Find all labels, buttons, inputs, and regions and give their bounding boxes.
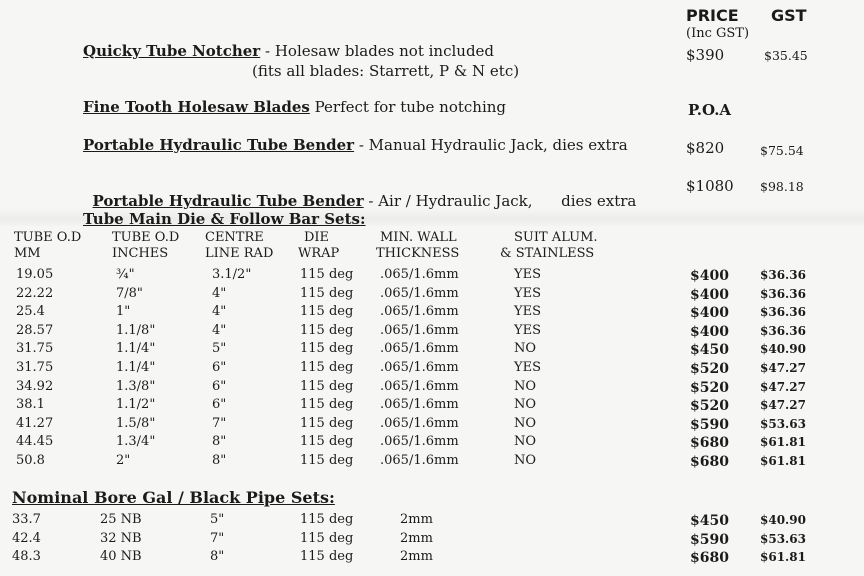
table-cell: 6" — [212, 378, 227, 394]
table-cell: 2" — [116, 453, 131, 468]
table-cell: 7" — [212, 415, 227, 431]
table-cell: 34.92 — [16, 378, 54, 394]
table-cell: 19.05 — [16, 267, 54, 282]
table-cell: 42.4 — [12, 530, 41, 546]
table-cell: 48.3 — [12, 549, 41, 564]
product-price: $820 — [686, 139, 725, 157]
table-cell: 1.1/2" — [116, 397, 156, 413]
row-price: $520 — [690, 361, 729, 377]
table-cell: 4" — [212, 285, 227, 301]
table-cell: .065/1.6mm — [380, 267, 459, 282]
row-gst: $36.36 — [760, 286, 806, 301]
product-hydraulic-bender-manual: Portable Hydraulic Tube Bender - Manual Hydraulic Jack, dies extra — [83, 136, 628, 154]
product-desc: Air / Hydraulic Jack, dies extra — [378, 192, 637, 210]
pipe-sets-title: Nominal Bore Gal / Black Pipe Sets: — [12, 488, 335, 507]
table-cell: NO — [514, 341, 537, 357]
table-cell: YES — [514, 304, 541, 320]
row-gst: $61.81 — [760, 435, 806, 450]
table-cell: 1.1/4" — [116, 341, 156, 357]
row-price: $450 — [690, 342, 729, 359]
table-cell: NO — [514, 397, 537, 413]
col-header-suit-alum: SUIT ALUM. & STAINLESS — [500, 230, 598, 261]
table-cell: YES — [514, 267, 541, 282]
row-price: $680 — [690, 550, 729, 566]
table-cell: 115 deg — [300, 453, 354, 468]
die-sets-title: Tube Main Die & Follow Bar Sets: — [83, 210, 366, 228]
row-price: $400 — [690, 323, 729, 340]
table-cell: 50.8 — [16, 453, 45, 468]
gst-header: GST — [771, 6, 807, 25]
table-cell: 4" — [212, 322, 227, 338]
row-gst: $40.90 — [760, 342, 806, 357]
table-cell: 22.22 — [16, 285, 54, 301]
table-cell: YES — [514, 285, 541, 301]
row-gst: $61.81 — [760, 454, 806, 468]
table-cell: .065/1.6mm — [380, 322, 459, 338]
product-desc: Perfect for tube notching — [314, 98, 506, 116]
product-quicky-tube-notcher: Quicky Tube Notcher - Holesaw blades not included — [83, 42, 495, 60]
product-gst: $98.18 — [760, 179, 804, 194]
table-cell: 115 deg — [300, 322, 354, 338]
table-cell: 115 deg — [300, 285, 354, 301]
table-cell: .065/1.6mm — [380, 341, 459, 357]
table-cell: .065/1.6mm — [380, 434, 459, 450]
row-price: $400 — [690, 305, 729, 322]
table-cell: 7/8" — [116, 285, 143, 301]
table-cell: 25 NB — [100, 512, 142, 527]
row-price: $520 — [690, 398, 729, 415]
product-name: Quicky Tube Notcher — [83, 42, 261, 60]
table-cell: 8" — [210, 549, 225, 564]
row-gst: $47.27 — [760, 379, 806, 394]
product-desc-secondary: (fits all blades: Starrett, P & N etc) — [252, 62, 520, 80]
table-cell: .065/1.6mm — [380, 285, 459, 301]
row-gst: $40.90 — [760, 513, 806, 527]
product-name: Portable Hydraulic Tube Bender — [92, 192, 364, 210]
table-cell: .065/1.6mm — [380, 360, 459, 375]
product-desc: Manual Hydraulic Jack, dies extra — [368, 136, 628, 154]
table-cell: 115 deg — [300, 415, 354, 431]
table-cell: 115 deg — [300, 267, 354, 282]
col-header-min-wall: MIN. WALL THICKNESS — [376, 230, 460, 261]
row-gst: $53.63 — [760, 416, 806, 431]
table-cell: 3.1/2" — [212, 267, 252, 282]
row-price: $590 — [690, 531, 729, 548]
table-cell: 115 deg — [300, 434, 354, 450]
row-gst: $36.36 — [760, 323, 806, 338]
table-cell: .065/1.6mm — [380, 415, 459, 431]
table-cell: 28.57 — [16, 322, 54, 338]
table-cell: 6" — [212, 360, 227, 375]
col-header-centre-line-rad: CENTRE LINE RAD — [205, 230, 274, 261]
table-cell: 115 deg — [300, 530, 354, 546]
table-cell: 1.1/4" — [116, 360, 156, 375]
table-cell: .065/1.6mm — [380, 304, 459, 320]
table-cell: 115 deg — [300, 304, 354, 320]
table-cell: 5" — [210, 512, 225, 527]
table-cell: 4" — [212, 304, 227, 320]
table-cell: 2mm — [400, 549, 433, 564]
table-cell: 40 NB — [100, 549, 142, 564]
table-cell: .065/1.6mm — [380, 453, 459, 468]
table-cell: .065/1.6mm — [380, 397, 459, 413]
row-price: $590 — [690, 416, 729, 433]
row-gst: $53.63 — [760, 531, 806, 546]
row-price: $680 — [690, 454, 729, 470]
table-cell: ¾" — [116, 267, 135, 282]
col-header-die-wrap: DIE WRAP — [298, 230, 340, 261]
table-cell: NO — [514, 434, 537, 450]
row-gst: $36.36 — [760, 268, 806, 282]
table-cell: 115 deg — [300, 397, 354, 413]
table-cell: 1.3/8" — [116, 378, 156, 394]
col-header-inches: TUBE O.D INCHES — [112, 230, 180, 261]
row-price: $400 — [690, 286, 729, 303]
table-cell: 33.7 — [12, 512, 41, 527]
row-price: $520 — [690, 379, 729, 396]
product-name: Portable Hydraulic Tube Bender — [83, 136, 355, 154]
table-cell: 1.3/4" — [116, 434, 156, 450]
table-cell: 115 deg — [300, 341, 354, 357]
product-name: Fine Tooth Holesaw Blades — [83, 98, 310, 116]
table-cell: 25.4 — [16, 304, 45, 320]
table-cell: 44.45 — [16, 434, 54, 450]
table-cell: 41.27 — [16, 415, 54, 431]
product-price: $390 — [686, 46, 725, 64]
table-cell: 8" — [212, 434, 227, 450]
product-gst: $75.54 — [760, 143, 804, 158]
product-fine-tooth-holesaw — [83, 98, 506, 116]
table-cell: 1" — [116, 304, 131, 320]
price-header: PRICE — [686, 6, 739, 25]
table-cell: 32 NB — [100, 530, 142, 546]
table-cell: .065/1.6mm — [380, 378, 459, 394]
table-cell: 115 deg — [300, 512, 354, 527]
table-cell: 5" — [212, 341, 227, 357]
product-hydraulic-bender-air: Portable Hydraulic Tube Bender - Air / Hydraulic Jack, dies extra — [92, 192, 637, 210]
table-cell: 8" — [212, 453, 227, 468]
inc-gst-note: (Inc GST) — [686, 26, 750, 41]
product-price: P.O.A — [688, 101, 732, 119]
table-cell: 1.1/8" — [116, 322, 156, 338]
table-cell: NO — [514, 378, 537, 394]
row-price: $680 — [690, 435, 729, 452]
table-cell: NO — [514, 453, 537, 468]
row-gst: $47.27 — [760, 361, 806, 375]
table-cell: 1.5/8" — [116, 415, 156, 431]
table-cell: 6" — [212, 397, 227, 413]
table-cell: 115 deg — [300, 549, 354, 564]
table-cell: 2mm — [400, 512, 433, 527]
row-gst: $36.36 — [760, 305, 806, 320]
row-gst: $61.81 — [760, 550, 806, 564]
table-cell: 31.75 — [16, 360, 54, 375]
product-price: $1080 — [686, 177, 734, 195]
col-header-mm: TUBE O.D MM — [14, 230, 82, 261]
table-cell: 7" — [210, 530, 225, 546]
product-gst: $35.45 — [764, 48, 808, 63]
row-price: $450 — [690, 513, 729, 529]
table-cell: 115 deg — [300, 378, 354, 394]
product-desc: Holesaw blades not included — [274, 42, 495, 60]
table-cell: YES — [514, 322, 541, 338]
table-cell: 31.75 — [16, 341, 54, 357]
row-price: $400 — [690, 268, 729, 284]
table-cell: 38.1 — [16, 397, 45, 413]
table-cell: NO — [514, 415, 537, 431]
table-cell: YES — [514, 360, 541, 375]
table-cell: 2mm — [400, 530, 433, 546]
table-cell: 115 deg — [300, 360, 354, 375]
row-gst: $47.27 — [760, 398, 806, 413]
